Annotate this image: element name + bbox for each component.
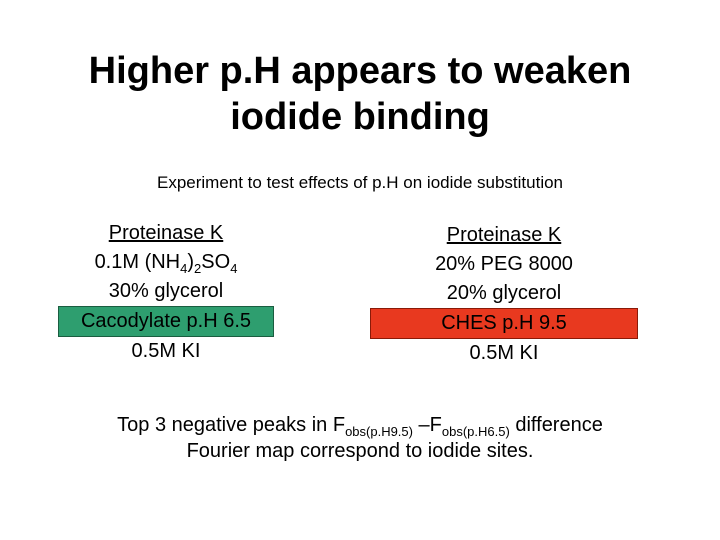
left-iodide: 0.5M KI <box>131 340 201 362</box>
left-salt-sub2: 2 <box>194 261 202 276</box>
condition-left <box>60 219 272 366</box>
right-header: Proteinase K <box>446 224 562 246</box>
title-line-2: iodide binding <box>230 96 490 138</box>
right-peg: 20% PEG 8000 <box>435 253 573 275</box>
left-header: Proteinase K <box>108 222 224 244</box>
right-iodide: 0.5M KI <box>469 342 539 364</box>
slide-subtitle: Experiment to test effects of p.H on iodide substitution <box>156 173 564 192</box>
note-part2: –F <box>412 414 442 436</box>
left-salt <box>60 248 272 277</box>
left-buffer-highlight: Cacodylate p.H 6.5 <box>58 306 274 337</box>
note-part1: Top 3 negative peaks in F <box>117 414 346 436</box>
title-line-1: Higher p.H appears to weaken <box>88 50 632 92</box>
note-line-1 <box>0 412 720 438</box>
left-salt-sub1: 4 <box>180 261 188 276</box>
condition-right <box>372 221 636 368</box>
note-sub1: obs(p.H9.5) <box>345 424 413 439</box>
note-line-2: Fourier map correspond to iodide sites. <box>186 440 534 462</box>
slide-title <box>0 48 720 140</box>
conclusion-note <box>0 412 720 464</box>
left-glycerol: 30% glycerol <box>108 280 224 302</box>
left-salt-prefix: 0.1M (NH <box>94 251 181 273</box>
note-sub2: obs(p.H6.5) <box>441 424 510 439</box>
note-part3: difference <box>509 414 603 436</box>
right-glycerol: 20% glycerol <box>446 282 562 304</box>
right-buffer-highlight: CHES p.H 9.5 <box>370 308 638 339</box>
left-salt-sub3: 4 <box>230 261 238 276</box>
left-salt-so: SO <box>201 251 231 273</box>
left-salt-mid: ) <box>187 251 195 273</box>
